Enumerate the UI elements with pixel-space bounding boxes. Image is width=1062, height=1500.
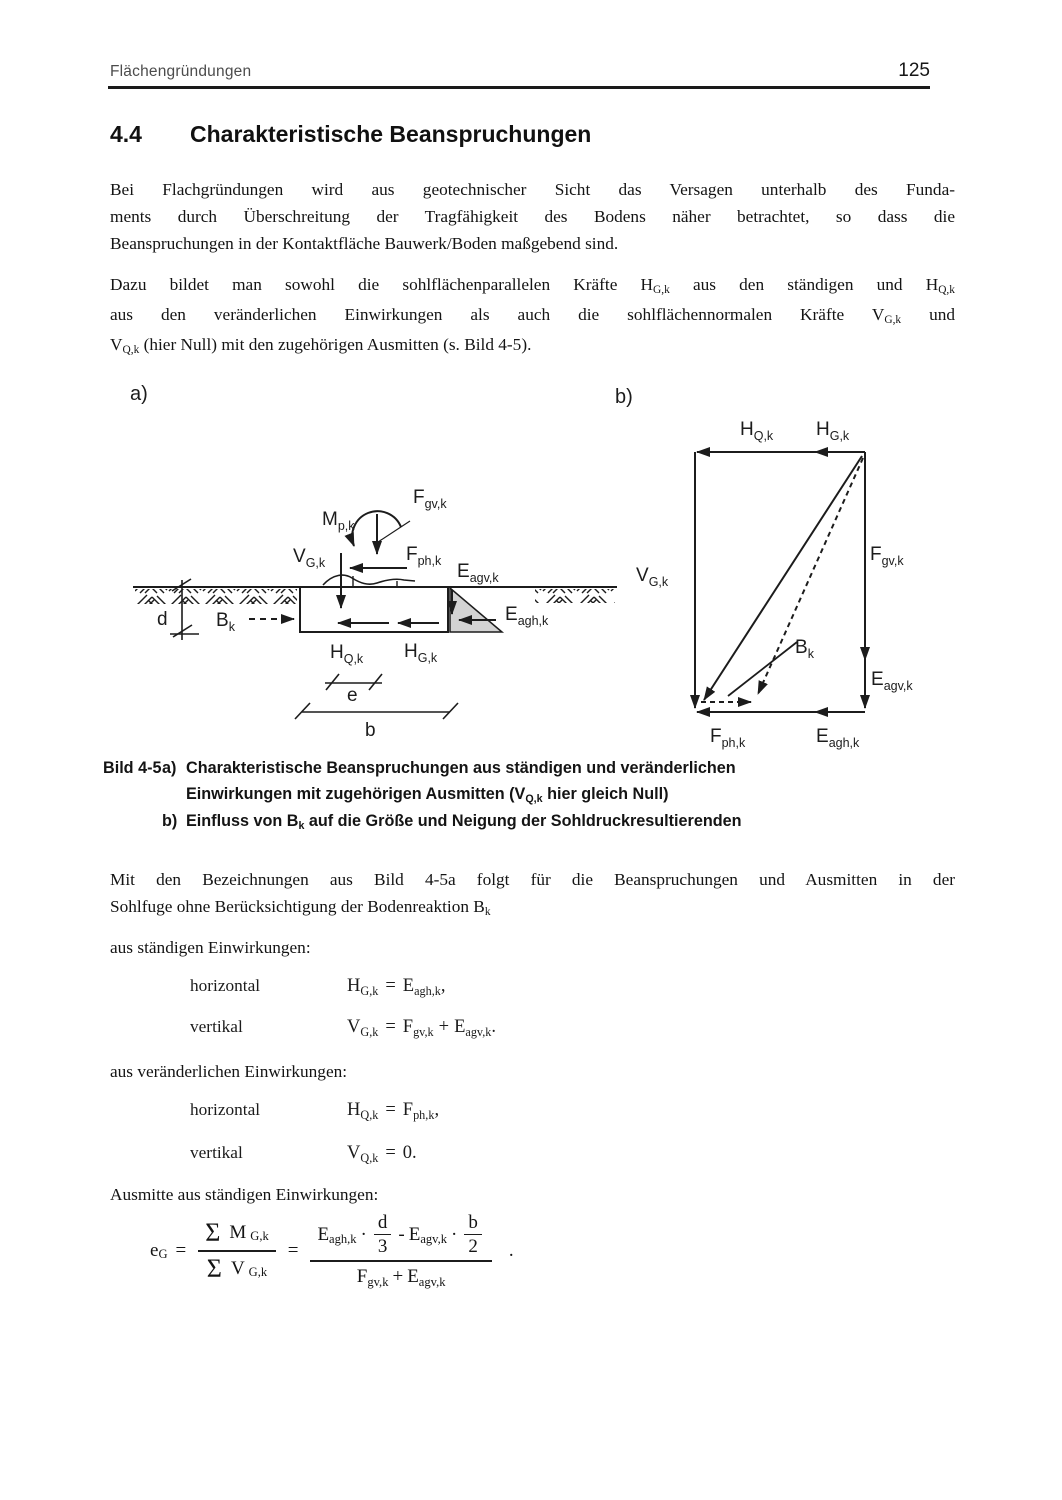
figure-bild-4-5 (100, 370, 960, 760)
sum-fraction: Σ M G,k Σ V G,k (198, 1220, 276, 1282)
dimension-b (295, 703, 458, 719)
caption-label: Bild 4-5 (103, 759, 162, 777)
moment-fraction: Eagh,k · d 3 - Eagv,k · b 2 Fgv,k + Eagv,k (310, 1213, 491, 1288)
label-fgvk: $F_{gv,k}$ (413, 487, 447, 511)
label-fphk: $F_{ph,k}$ (406, 544, 442, 568)
text-line: VQ,k (hier Null) mit den zugehörigen Ausmitten (s. Bild 4-5). (110, 335, 532, 357)
running-head (110, 60, 930, 82)
label-vgk: $V_{G,k}$ (293, 546, 326, 570)
running-title: Flächengründungen (110, 63, 252, 80)
section-title: Charakteristische Beanspruchungen (190, 121, 592, 147)
label-dim-d: d (157, 609, 168, 630)
paragraph-1 (110, 176, 955, 257)
header-rule (108, 86, 930, 89)
label-bk-b: $B_k$ (795, 637, 814, 661)
text-line: ments durch Überschreitung der Tragfähigkeit des Bodens näher betrachtet, so dass die (110, 207, 955, 226)
paragraph-3 (110, 866, 955, 923)
section-number: 4.4 (110, 121, 142, 147)
text-line: Dazu bildet man sowohl die sohlflächenparallelen Kräfte HG,k aus den ständigen und HQ,k (110, 275, 955, 297)
subsection-variable: aus veränderlichen Einwirkungen: (110, 1062, 348, 1081)
foundation-block (300, 587, 448, 632)
label-dim-b: b (365, 720, 376, 741)
label-dim-e: e (347, 685, 358, 706)
text-line: Beanspruchungen in der Kontaktfläche Bauwerk/Boden maßgebend sind. (110, 234, 619, 253)
label-eagvk: $E_{agv,k}$ (457, 561, 499, 585)
resultant-solid (704, 456, 862, 700)
text-line: Mit den Bezeichnungen aus Bild 4-5a folgt für die Beanspruchungen und Ausmitten in der (110, 870, 955, 889)
panel-b-label: b) (615, 386, 633, 408)
earth-pressure-triangle (450, 588, 502, 632)
caption-line: b) Einfluss von Bk auf die Größe und Neigung der Sohldruckresultierenden (162, 812, 742, 833)
label-eagvk-b: $E_{agv,k}$ (871, 669, 913, 693)
caption-line: Bild 4-5 a) Charakteristische Beanspruchungen aus ständigen und veränderlichen (103, 756, 943, 782)
label-hqk: $H_{Q,k}$ (330, 642, 364, 666)
text-line: aus den veränderlichen Einwirkungen als auch die sohlflächennormalen Kräfte VG,k und (110, 305, 956, 327)
paragraph-2 (110, 271, 955, 361)
soil-hatch-right (535, 589, 615, 603)
book-page: Flächengründungen 125 4.4 Charakteristische Beanspruchungen Bei Flachgründungen wird aus geotechnischer Sicht das Versagen unterhalb des Funda- ments durch Überschreitung der Tragfähigkeit des Bodens näher betrachtet, so dass die Beanspruchungen in der Kontaktfläche Bauwerk/Boden maßgebend sind. Dazu bildet man sowohl die sohlflächenparallelen Kräfte HG,k aus den ständigen und HQ,k aus den veränderlichen Einwirkungen als auch die sohlflächennormalen Kräfte VG,k und VQ,k (hier Null) mit den zugehörigen Ausmitten (s. Bild 4-5). a) b) $M_{p,k}$ $F_{gv,k}$ $V_{G,k}$ $F_{ph,k}$ $E_{agv,k}$ $E_{agh,k}$ $B_k$ $H_{Q,k}$ $H_{G,k}$ d e b $H_{Q,k}$ $H_{G,k}$ $V_{G,k}$ $F_{gv,k}$ $E_{agv,k}$ $F_{ph,k}$ $E_{agh,k}$ $B_k$ Bild 4-5 a) Charakteristische Beanspruchungen aus ständigen und veränderlichen Einwirkungen mit zugehörigen Ausmitten (VQ,k hier gleich Null) b) Einfluss von Bk auf die Größe und Neigung der Sohldruckresultierenden Mit den Bezeichnungen aus Bild 4-5a folgt für die Beanspruchungen und Ausmitten in der Sohlfuge ohne Berücksichtigung der Bodenreaktion Bk aus ständigen Einwirkungen: horizontal HG,k = Eagh,k, vertikal VG,k = Fgv,k + Eagv,k. aus veränderlichen Einwirkungen: horizontal HQ,k = Fph,k, vertikal VQ,k = 0. Ausmitte aus ständigen Einwirkungen: e G = Σ M G,k Σ V G,k = Eagh,k · d 3 - Eagv,k · b 2 Fgv,k + Eagv,k . (0, 0, 1062, 1500)
label-vgk-b: $V_{G,k}$ (636, 565, 669, 589)
label-mpk: $M_{p,k}$ (322, 509, 355, 533)
bk-leader-line (728, 642, 797, 696)
label-hgk-b: $H_{G,k}$ (816, 419, 850, 443)
section-heading (110, 121, 591, 148)
label-eaghk-b: $E_{agh,k}$ (816, 726, 860, 750)
label-fphk-b: $F_{ph,k}$ (710, 726, 746, 750)
eccentricity-equation: e G = Σ M G,k Σ V G,k = Eagh,k · d 3 - Eagv,k · b 2 Fgv,k + Eagv,k . (150, 1212, 514, 1289)
label-hgk: $H_{G,k}$ (404, 641, 438, 665)
subsection-static: aus ständigen Einwirkungen: (110, 938, 311, 957)
soil-hatch-left (135, 589, 297, 604)
label-fgvk-b: $F_{gv,k}$ (870, 544, 904, 568)
fgvk-leader-line (378, 521, 410, 542)
label-hqk-b: $H_{Q,k}$ (740, 419, 774, 443)
page-number: 125 (898, 60, 930, 81)
dimension-d (170, 579, 199, 640)
text-line: Sohlfuge ohne Berücksichtigung der Bodenreaktion Bk (110, 897, 491, 919)
subsection-eccentricity: Ausmitte aus ständigen Einwirkungen: (110, 1185, 379, 1204)
text-line: Bei Flachgründungen wird aus geotechnischer Sicht das Versagen unterhalb des Funda- (110, 180, 955, 199)
figure-caption (103, 756, 943, 837)
panel-a-label: a) (130, 383, 148, 405)
caption-line: Einwirkungen mit zugehörigen Ausmitten (VQ,k hier gleich Null) (186, 784, 669, 805)
label-bk: $B_k$ (216, 610, 235, 634)
label-eaghk: $E_{agh,k}$ (505, 604, 549, 628)
backfill-wavy-line (323, 575, 415, 585)
